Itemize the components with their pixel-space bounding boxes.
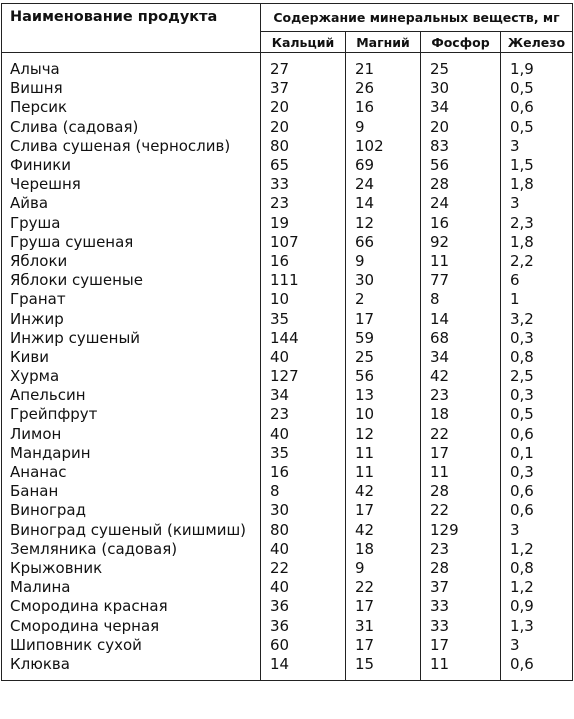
magnesium-cell: 17 [346, 597, 421, 616]
calcium-cell: 60 [261, 636, 346, 655]
iron-cell: 2,5 [501, 367, 573, 386]
iron-cell: 0,1 [501, 444, 573, 463]
mineral-content-table [1, 3, 573, 681]
magnesium-cell: 21 [346, 53, 421, 80]
iron-cell: 0,6 [501, 655, 573, 681]
table-body [2, 53, 573, 681]
phosphorus-cell: 16 [421, 214, 501, 233]
iron-cell: 0,5 [501, 118, 573, 137]
product-name-cell: Лимон [2, 425, 261, 444]
phosphorus-cell: 11 [421, 463, 501, 482]
product-column-header: Наименование продукта [2, 4, 261, 53]
iron-cell: 1,5 [501, 156, 573, 175]
iron-cell: 3 [501, 521, 573, 540]
table-row [2, 194, 573, 213]
product-name-cell: Земляника (садовая) [2, 540, 261, 559]
magnesium-cell: 9 [346, 559, 421, 578]
table-row [2, 175, 573, 194]
phosphorus-cell: 14 [421, 309, 501, 328]
table-row [2, 98, 573, 117]
table-row [2, 463, 573, 482]
phosphorus-cell: 77 [421, 271, 501, 290]
calcium-cell: 144 [261, 329, 346, 348]
calcium-cell: 8 [261, 482, 346, 501]
table-row [2, 444, 573, 463]
product-name-cell: Айва [2, 194, 261, 213]
table-row [2, 616, 573, 635]
table-row [2, 271, 573, 290]
phosphorus-cell: 8 [421, 290, 501, 309]
magnesium-cell: 22 [346, 578, 421, 597]
product-name-cell: Виноград [2, 501, 261, 520]
phosphorus-cell: 28 [421, 559, 501, 578]
calcium-cell: 127 [261, 367, 346, 386]
calcium-cell: 16 [261, 252, 346, 271]
phosphorus-cell: 34 [421, 98, 501, 117]
product-name-cell: Слива (садовая) [2, 118, 261, 137]
magnesium-cell: 31 [346, 616, 421, 635]
mineral-group-header: Содержание минеральных веществ, мг [261, 4, 573, 32]
product-name-cell: Смородина красная [2, 597, 261, 616]
iron-cell: 0,6 [501, 425, 573, 444]
phosphorus-cell: 17 [421, 444, 501, 463]
phosphorus-cell: 30 [421, 79, 501, 98]
calcium-cell: 40 [261, 348, 346, 367]
iron-cell: 2,2 [501, 252, 573, 271]
table-row [2, 252, 573, 271]
calcium-cell: 23 [261, 194, 346, 213]
calcium-cell: 37 [261, 79, 346, 98]
phosphorus-cell: 56 [421, 156, 501, 175]
product-name-cell: Гранат [2, 290, 261, 309]
iron-cell: 0,6 [501, 501, 573, 520]
table-row [2, 597, 573, 616]
phosphorus-cell: 11 [421, 252, 501, 271]
iron-column-header: Железо [501, 32, 573, 53]
magnesium-cell: 14 [346, 194, 421, 213]
calcium-column-header: Кальций [261, 32, 346, 53]
magnesium-cell: 12 [346, 214, 421, 233]
magnesium-cell: 17 [346, 636, 421, 655]
product-name-cell: Крыжовник [2, 559, 261, 578]
iron-cell: 1 [501, 290, 573, 309]
magnesium-cell: 10 [346, 405, 421, 424]
iron-cell: 0,5 [501, 79, 573, 98]
product-name-cell: Яблоки сушеные [2, 271, 261, 290]
table-row [2, 290, 573, 309]
magnesium-cell: 42 [346, 521, 421, 540]
phosphorus-cell: 23 [421, 386, 501, 405]
calcium-cell: 36 [261, 616, 346, 635]
iron-cell: 1,8 [501, 233, 573, 252]
calcium-cell: 20 [261, 98, 346, 117]
table-row [2, 214, 573, 233]
phosphorus-cell: 83 [421, 137, 501, 156]
calcium-cell: 65 [261, 156, 346, 175]
magnesium-cell: 18 [346, 540, 421, 559]
phosphorus-cell: 129 [421, 521, 501, 540]
magnesium-cell: 26 [346, 79, 421, 98]
table-row [2, 386, 573, 405]
iron-cell: 3,2 [501, 309, 573, 328]
product-name-cell: Смородина черная [2, 616, 261, 635]
magnesium-cell: 17 [346, 309, 421, 328]
magnesium-cell: 9 [346, 252, 421, 271]
iron-cell: 0,9 [501, 597, 573, 616]
calcium-cell: 27 [261, 53, 346, 80]
calcium-cell: 22 [261, 559, 346, 578]
iron-cell: 0,6 [501, 98, 573, 117]
product-name-cell: Грейпфрут [2, 405, 261, 424]
phosphorus-cell: 22 [421, 425, 501, 444]
iron-cell: 1,9 [501, 53, 573, 80]
calcium-cell: 80 [261, 137, 346, 156]
magnesium-column-header: Магний [346, 32, 421, 53]
table-row [2, 521, 573, 540]
table-row [2, 137, 573, 156]
calcium-cell: 80 [261, 521, 346, 540]
table-row [2, 482, 573, 501]
calcium-cell: 33 [261, 175, 346, 194]
table-row [2, 348, 573, 367]
table-row [2, 636, 573, 655]
magnesium-cell: 16 [346, 98, 421, 117]
magnesium-cell: 15 [346, 655, 421, 681]
iron-cell: 0,3 [501, 386, 573, 405]
calcium-cell: 23 [261, 405, 346, 424]
magnesium-cell: 59 [346, 329, 421, 348]
iron-cell: 6 [501, 271, 573, 290]
iron-cell: 0,6 [501, 482, 573, 501]
phosphorus-cell: 33 [421, 616, 501, 635]
phosphorus-cell: 20 [421, 118, 501, 137]
calcium-cell: 36 [261, 597, 346, 616]
phosphorus-cell: 22 [421, 501, 501, 520]
magnesium-cell: 9 [346, 118, 421, 137]
table-row [2, 233, 573, 252]
table-row [2, 501, 573, 520]
magnesium-cell: 69 [346, 156, 421, 175]
product-name-cell: Малина [2, 578, 261, 597]
product-name-cell: Киви [2, 348, 261, 367]
calcium-cell: 40 [261, 540, 346, 559]
magnesium-cell: 12 [346, 425, 421, 444]
phosphorus-cell: 33 [421, 597, 501, 616]
calcium-cell: 19 [261, 214, 346, 233]
calcium-cell: 34 [261, 386, 346, 405]
phosphorus-cell: 24 [421, 194, 501, 213]
calcium-cell: 40 [261, 578, 346, 597]
calcium-cell: 30 [261, 501, 346, 520]
table-row [2, 559, 573, 578]
product-name-cell: Яблоки [2, 252, 261, 271]
product-name-cell: Виноград сушеный (кишмиш) [2, 521, 261, 540]
calcium-cell: 35 [261, 444, 346, 463]
table-row [2, 540, 573, 559]
calcium-cell: 10 [261, 290, 346, 309]
calcium-cell: 20 [261, 118, 346, 137]
product-name-cell: Мандарин [2, 444, 261, 463]
iron-cell: 3 [501, 194, 573, 213]
product-name-cell: Груша [2, 214, 261, 233]
iron-cell: 1,3 [501, 616, 573, 635]
magnesium-cell: 11 [346, 444, 421, 463]
phosphorus-column-header: Фосфор [421, 32, 501, 53]
product-name-cell: Персик [2, 98, 261, 117]
product-name-cell: Клюква [2, 655, 261, 681]
product-name-cell: Инжир [2, 309, 261, 328]
table-row [2, 329, 573, 348]
table-row [2, 655, 573, 681]
product-name-cell: Апельсин [2, 386, 261, 405]
phosphorus-cell: 18 [421, 405, 501, 424]
iron-cell: 3 [501, 636, 573, 655]
product-name-cell: Ананас [2, 463, 261, 482]
phosphorus-cell: 92 [421, 233, 501, 252]
iron-cell: 0,8 [501, 559, 573, 578]
iron-cell: 3 [501, 137, 573, 156]
iron-cell: 1,8 [501, 175, 573, 194]
phosphorus-cell: 28 [421, 175, 501, 194]
table-row [2, 156, 573, 175]
calcium-cell: 14 [261, 655, 346, 681]
magnesium-cell: 102 [346, 137, 421, 156]
table-row [2, 79, 573, 98]
iron-cell: 0,8 [501, 348, 573, 367]
product-name-cell: Хурма [2, 367, 261, 386]
product-name-cell: Черешня [2, 175, 261, 194]
product-name-cell: Шиповник сухой [2, 636, 261, 655]
product-name-cell: Финики [2, 156, 261, 175]
phosphorus-cell: 17 [421, 636, 501, 655]
iron-cell: 0,3 [501, 463, 573, 482]
magnesium-cell: 56 [346, 367, 421, 386]
iron-cell: 2,3 [501, 214, 573, 233]
calcium-cell: 40 [261, 425, 346, 444]
header-row [2, 4, 573, 32]
calcium-cell: 111 [261, 271, 346, 290]
calcium-cell: 16 [261, 463, 346, 482]
table-row [2, 405, 573, 424]
magnesium-cell: 24 [346, 175, 421, 194]
iron-cell: 1,2 [501, 540, 573, 559]
magnesium-cell: 17 [346, 501, 421, 520]
product-name-cell: Банан [2, 482, 261, 501]
phosphorus-cell: 37 [421, 578, 501, 597]
product-name-cell: Вишня [2, 79, 261, 98]
magnesium-cell: 2 [346, 290, 421, 309]
phosphorus-cell: 25 [421, 53, 501, 80]
product-name-cell: Груша сушеная [2, 233, 261, 252]
product-name-cell: Алыча [2, 53, 261, 80]
phosphorus-cell: 34 [421, 348, 501, 367]
magnesium-cell: 42 [346, 482, 421, 501]
iron-cell: 1,2 [501, 578, 573, 597]
table-row [2, 309, 573, 328]
phosphorus-cell: 11 [421, 655, 501, 681]
table-row [2, 53, 573, 80]
product-name-cell: Инжир сушеный [2, 329, 261, 348]
iron-cell: 0,3 [501, 329, 573, 348]
phosphorus-cell: 42 [421, 367, 501, 386]
table-row [2, 578, 573, 597]
table-row [2, 367, 573, 386]
phosphorus-cell: 68 [421, 329, 501, 348]
magnesium-cell: 13 [346, 386, 421, 405]
product-name-cell: Слива сушеная (чернослив) [2, 137, 261, 156]
calcium-cell: 107 [261, 233, 346, 252]
magnesium-cell: 25 [346, 348, 421, 367]
magnesium-cell: 30 [346, 271, 421, 290]
phosphorus-cell: 23 [421, 540, 501, 559]
iron-cell: 0,5 [501, 405, 573, 424]
table-row [2, 425, 573, 444]
magnesium-cell: 11 [346, 463, 421, 482]
magnesium-cell: 66 [346, 233, 421, 252]
table-row [2, 118, 573, 137]
calcium-cell: 35 [261, 309, 346, 328]
phosphorus-cell: 28 [421, 482, 501, 501]
